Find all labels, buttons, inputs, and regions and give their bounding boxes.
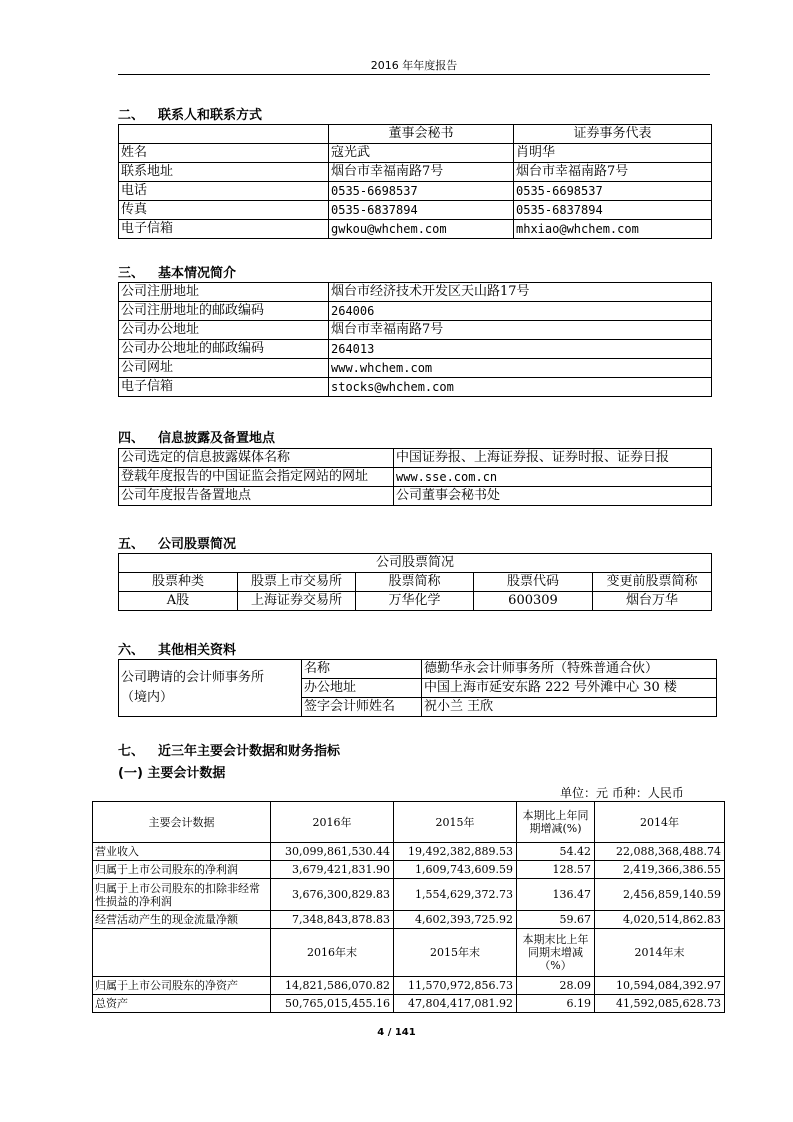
- section-7-title: [118, 740, 340, 759]
- row-label: 归属于上市公司股东的净利润: [93, 861, 271, 879]
- table-cell: 19,492,382,889.53: [394, 843, 517, 861]
- table-cell: 中国证券报、上海证券报、证券时报、证券日报: [394, 449, 712, 468]
- stock-table: [118, 553, 712, 611]
- section-4-heading: 信息披露及备置地点: [158, 431, 276, 446]
- table-cell: 1,554,629,372.73: [394, 879, 517, 911]
- row-label: 公司注册地址的邮政编码: [119, 302, 329, 321]
- table-cell: 11,570,972,856.73: [394, 977, 517, 995]
- row-label: 公司年度报告备置地点: [119, 487, 394, 506]
- column-header: 2014年末: [595, 929, 725, 977]
- table-cell: 烟台市幸福南路7号: [329, 163, 514, 182]
- table-cell: 136.47: [517, 879, 595, 911]
- table-cell: 0535-6698537: [329, 182, 514, 201]
- table-cell: 3,676,300,829.83: [271, 879, 394, 911]
- section-3-number: 三、: [118, 266, 145, 281]
- column-header: 股票代码: [474, 573, 593, 592]
- table-row: [93, 802, 725, 843]
- column-header: 本期比上年同期增减(%): [517, 802, 595, 843]
- table-cell: 万华化学: [356, 592, 474, 611]
- column-header: 股票种类: [119, 573, 238, 592]
- table-row: [93, 929, 725, 977]
- row-label: 联系地址: [119, 163, 329, 182]
- row-label: 登载年度报告的中国证监会指定网站的网址: [119, 468, 394, 487]
- column-header: 2015年: [394, 802, 517, 843]
- accounting-firm-label-line1: 公司聘请的会计师事务所: [121, 670, 265, 685]
- disclosure-table: [118, 448, 712, 506]
- table-cell: 3,679,421,831.90: [271, 861, 394, 879]
- table-cell: 264013: [329, 340, 712, 359]
- section-5-number: 五、: [118, 537, 145, 552]
- row-label: 电话: [119, 182, 329, 201]
- row-label: 公司选定的信息披露媒体名称: [119, 449, 394, 468]
- contact-table: [118, 124, 712, 239]
- table-cell: 4,020,514,862.83: [595, 911, 725, 929]
- table-cell: [119, 125, 329, 144]
- page-number: 4 / 141: [377, 1027, 416, 1038]
- column-header: 2015年末: [394, 929, 517, 977]
- table-row: [93, 977, 725, 995]
- accounting-firm-table: [118, 659, 717, 717]
- row-label: 名称: [302, 660, 422, 679]
- section-5-title: [118, 533, 236, 552]
- table-cell: 600309: [474, 592, 593, 611]
- table-cell: 7,348,843,878.83: [271, 911, 394, 929]
- row-label: 电子信箱: [119, 220, 329, 239]
- column-header: 董事会秘书: [329, 125, 514, 144]
- table-row: [119, 220, 712, 239]
- table-cell: 上海证券交易所: [238, 592, 356, 611]
- table-cell: 0535-6837894: [329, 201, 514, 220]
- table-row: [119, 125, 712, 144]
- basic-info-table: [118, 282, 712, 397]
- table-cell: 30,099,861,530.44: [271, 843, 394, 861]
- table-row: [119, 449, 712, 468]
- section-7-heading: 近三年主要会计数据和财务指标: [158, 744, 341, 759]
- email-value: stocks@whchem.com: [329, 378, 712, 397]
- table-cell: 50,765,015,455.16: [271, 995, 394, 1013]
- table-cell: [93, 929, 271, 977]
- column-header: 2016年末: [271, 929, 394, 977]
- table-cell: 烟台万华: [593, 592, 712, 611]
- table-row: [119, 321, 712, 340]
- row-label: 传真: [119, 201, 329, 220]
- row-label: 办公地址: [302, 679, 422, 698]
- table-row: [119, 163, 712, 182]
- row-label: 签字会计师姓名: [302, 698, 422, 717]
- table-cell: 14,821,586,070.82: [271, 977, 394, 995]
- section-3-heading: 基本情况简介: [158, 266, 237, 281]
- table-cell: 2,419,366,386.55: [595, 861, 725, 879]
- email-value: mhxiao@whchem.com: [514, 220, 712, 239]
- column-header: 本期末比上年同期末增减（%）: [517, 929, 595, 977]
- table-cell: 公司董事会秘书处: [394, 487, 712, 506]
- section-3-title: [118, 262, 236, 281]
- column-header: 2016年: [271, 802, 394, 843]
- row-label: 姓名: [119, 144, 329, 163]
- row-label: 公司办公地址的邮政编码: [119, 340, 329, 359]
- table-row: [119, 201, 712, 220]
- row-label: 营业收入: [93, 843, 271, 861]
- unit-currency-note: 单位：元 币种：人民币: [560, 786, 684, 800]
- financial-data-table: [92, 801, 725, 1013]
- table-cell: 59.67: [517, 911, 595, 929]
- row-label: 经营活动产生的现金流量净额: [93, 911, 271, 929]
- website-value: www.sse.com.cn: [394, 468, 712, 487]
- column-header: 2014年: [595, 802, 725, 843]
- table-cell: 128.57: [517, 861, 595, 879]
- table-cell: 0535-6698537: [514, 182, 712, 201]
- table-row: [93, 911, 725, 929]
- section-6-title: [118, 639, 236, 658]
- table-cell: 2,456,859,140.59: [595, 879, 725, 911]
- table-cell: 47,804,417,081.92: [394, 995, 517, 1013]
- table-cell: 6.19: [517, 995, 595, 1013]
- section-4-number: 四、: [118, 431, 145, 446]
- table-cell: 寇光武: [329, 144, 514, 163]
- table-row: [119, 468, 712, 487]
- table-cell: 德勤华永会计师事务所（特殊普通合伙）: [422, 660, 717, 679]
- table-row: [93, 861, 725, 879]
- section-5-heading: 公司股票简况: [158, 537, 237, 552]
- table-cell: 10,594,084,392.97: [595, 977, 725, 995]
- row-label: 公司网址: [119, 359, 329, 378]
- column-header: 主要会计数据: [93, 802, 271, 843]
- table-cell: 烟台市经济技术开发区天山路17号: [329, 283, 712, 302]
- accounting-firm-label-line2: （境内）: [121, 690, 174, 705]
- row-label: 电子信箱: [119, 378, 329, 397]
- table-row: [119, 340, 712, 359]
- table-row: [93, 995, 725, 1013]
- table-cell: 烟台市幸福南路7号: [329, 321, 712, 340]
- table-row: [93, 843, 725, 861]
- table-row: [119, 554, 712, 573]
- section-2-number: 二、: [118, 108, 145, 123]
- section-2-heading: 联系人和联系方式: [158, 108, 263, 123]
- row-label: 总资产: [93, 995, 271, 1013]
- page-header: 2016 年年度报告: [370, 59, 458, 72]
- table-cell: 41,592,085,628.73: [595, 995, 725, 1013]
- section-7-number: 七、: [118, 744, 145, 759]
- table-row: [119, 359, 712, 378]
- row-label: [119, 660, 302, 717]
- table-cell: 烟台市幸福南路7号: [514, 163, 712, 182]
- column-header: 变更前股票简称: [593, 573, 712, 592]
- email-value: gwkou@whchem.com: [329, 220, 514, 239]
- table-title: 公司股票简况: [119, 554, 712, 573]
- table-cell: 4,602,393,725.92: [394, 911, 517, 929]
- row-label: 公司办公地址: [119, 321, 329, 340]
- section-6-heading: 其他相关资料: [158, 643, 237, 658]
- table-cell: 264006: [329, 302, 712, 321]
- header-rule: [118, 74, 710, 75]
- table-cell: 54.42: [517, 843, 595, 861]
- table-cell: 28.09: [517, 977, 595, 995]
- table-row: [119, 592, 712, 611]
- table-row: [119, 378, 712, 397]
- table-row: [119, 487, 712, 506]
- column-header: 股票简称: [356, 573, 474, 592]
- table-cell: A股: [119, 592, 238, 611]
- table-row: [119, 144, 712, 163]
- table-cell: 1,609,743,609.59: [394, 861, 517, 879]
- table-cell: 22,088,368,488.74: [595, 843, 725, 861]
- table-cell: 中国上海市延安东路 222 号外滩中心 30 楼: [422, 679, 717, 698]
- column-header: 股票上市交易所: [238, 573, 356, 592]
- table-row: [119, 660, 717, 679]
- subsection-title: (一) 主要会计数据: [118, 766, 226, 781]
- section-4-title: [118, 427, 275, 446]
- row-label: 归属于上市公司股东的扣除非经常性损益的净利润: [93, 879, 271, 911]
- table-row: [93, 879, 725, 911]
- table-row: [119, 182, 712, 201]
- row-label: 公司注册地址: [119, 283, 329, 302]
- website-value: www.whchem.com: [329, 359, 712, 378]
- section-6-number: 六、: [118, 643, 145, 658]
- table-cell: 祝小兰 王欣: [422, 698, 717, 717]
- table-cell: 0535-6837894: [514, 201, 712, 220]
- table-row: [119, 573, 712, 592]
- section-2-title: [118, 104, 262, 123]
- column-header: 证券事务代表: [514, 125, 712, 144]
- row-label: 归属于上市公司股东的净资产: [93, 977, 271, 995]
- table-row: [119, 283, 712, 302]
- table-row: [119, 302, 712, 321]
- table-cell: 肖明华: [514, 144, 712, 163]
